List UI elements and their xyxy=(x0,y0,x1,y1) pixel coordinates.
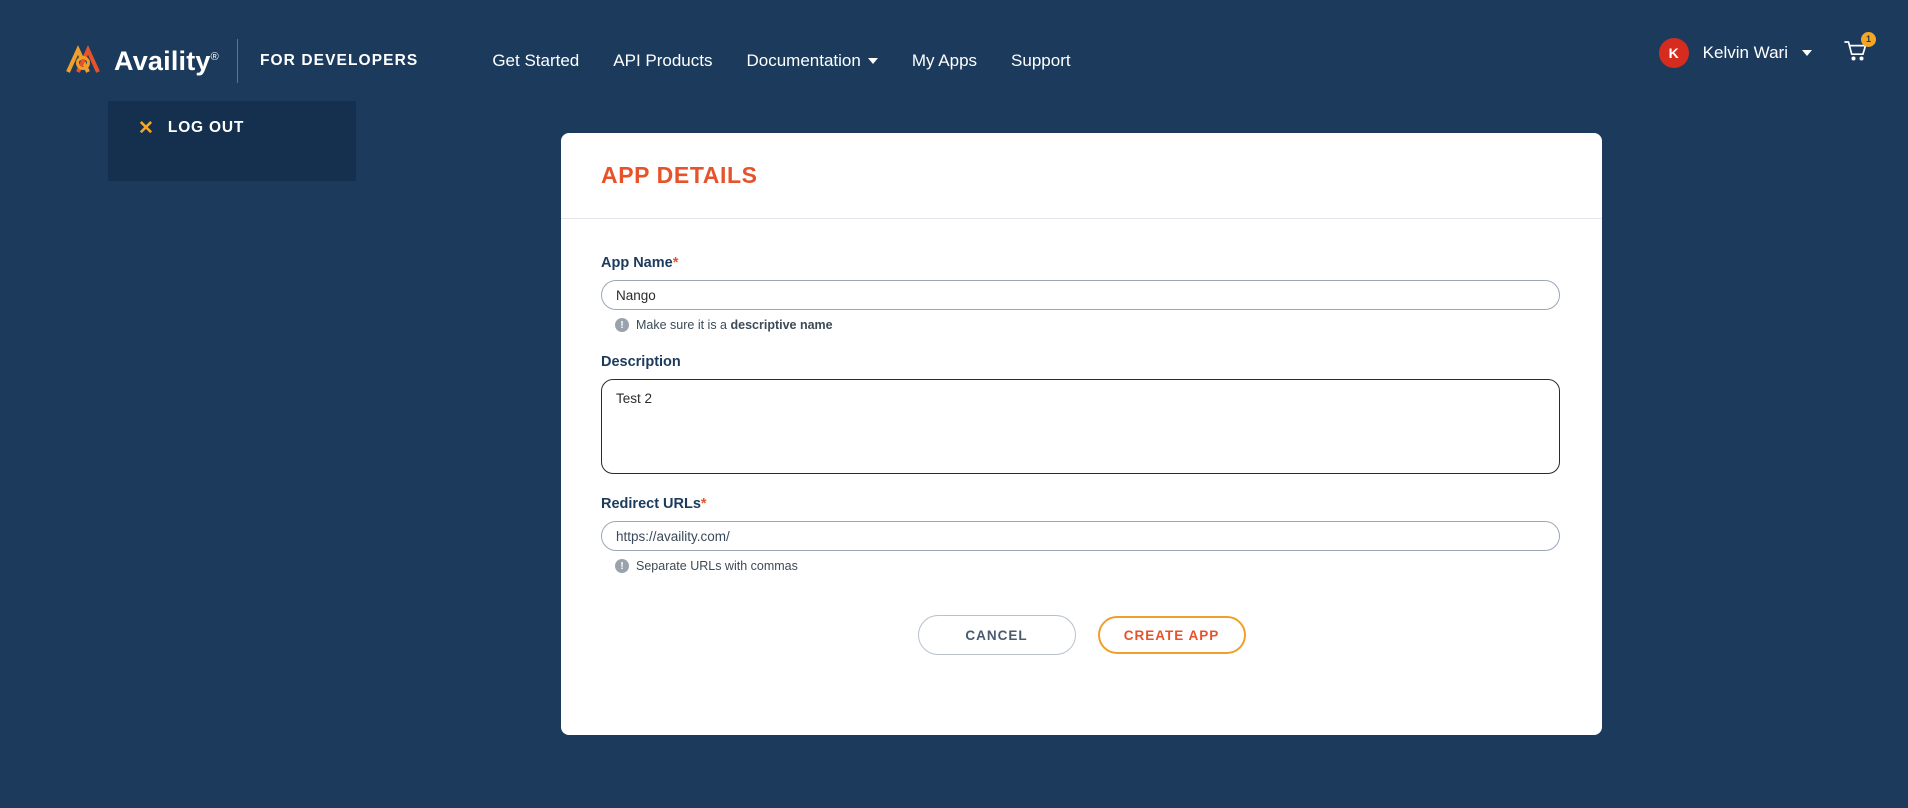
brand-divider xyxy=(237,39,238,83)
info-icon: ! xyxy=(615,318,629,332)
cart-icon xyxy=(1844,49,1868,66)
app-name-hint-strong: descriptive name xyxy=(730,318,833,332)
brand-name: Availity® xyxy=(114,45,219,76)
nav-link-support[interactable] xyxy=(1011,51,1071,71)
app-details-card xyxy=(561,133,1602,735)
nav-link-label: API Products xyxy=(613,51,713,70)
form-actions xyxy=(601,615,1562,655)
redirect-urls-label-text: Redirect URLs xyxy=(601,496,701,512)
brand-logo[interactable] xyxy=(62,39,418,83)
description-label xyxy=(601,354,1562,370)
nav-link-documentation[interactable] xyxy=(746,51,877,71)
chevron-down-icon xyxy=(868,58,878,64)
card-header xyxy=(561,133,1602,219)
redirect-urls-hint xyxy=(615,559,1562,573)
nav-link-label: My Apps xyxy=(911,51,978,70)
required-mark: * xyxy=(672,255,679,271)
description-textarea[interactable] xyxy=(601,379,1560,474)
brand-registered-mark: ® xyxy=(210,50,219,63)
nav-link-get-started[interactable] xyxy=(492,51,579,71)
availity-logo-icon xyxy=(62,44,104,78)
app-name-hint-text: Make sure it is a descriptive name xyxy=(636,318,833,332)
info-icon: ! xyxy=(615,559,629,573)
nav-user-area xyxy=(1659,34,1871,68)
card-body xyxy=(561,219,1602,655)
cancel-button[interactable]: CANCEL xyxy=(918,615,1076,655)
close-icon[interactable]: ✕ xyxy=(138,118,154,139)
create-app-button[interactable]: CREATE APP xyxy=(1098,616,1246,654)
nav-link-my-apps[interactable] xyxy=(912,51,977,71)
app-name-label-text: App Name xyxy=(601,255,673,271)
page-title: APP DETAILS xyxy=(601,162,758,188)
logout-label: LOG OUT xyxy=(167,119,245,136)
avatar[interactable]: K xyxy=(1659,38,1689,68)
nav-links xyxy=(492,51,1070,71)
nav-link-label: Get Started xyxy=(492,51,580,70)
redirect-urls-input[interactable] xyxy=(601,521,1560,551)
user-name[interactable]: Kelvin Wari xyxy=(1702,43,1788,62)
redirect-urls-hint-text: Separate URLs with commas xyxy=(636,559,798,573)
cart-button[interactable] xyxy=(1844,34,1871,67)
app-name-hint xyxy=(615,318,1562,332)
required-mark: * xyxy=(700,496,707,512)
description-label-text: Description xyxy=(601,354,681,370)
brand-subtitle: FOR DEVELOPERS xyxy=(259,52,419,69)
app-name-label xyxy=(601,255,1562,271)
nav-link-label: Documentation xyxy=(746,51,861,70)
nav-link-api-products[interactable] xyxy=(613,51,712,71)
redirect-urls-label xyxy=(601,496,1562,512)
cart-count-badge: 1 xyxy=(1861,32,1876,47)
chevron-down-icon[interactable] xyxy=(1802,50,1812,56)
logout-menu[interactable] xyxy=(108,101,356,181)
nav-link-label: Support xyxy=(1011,51,1071,70)
app-name-input[interactable] xyxy=(601,280,1560,310)
